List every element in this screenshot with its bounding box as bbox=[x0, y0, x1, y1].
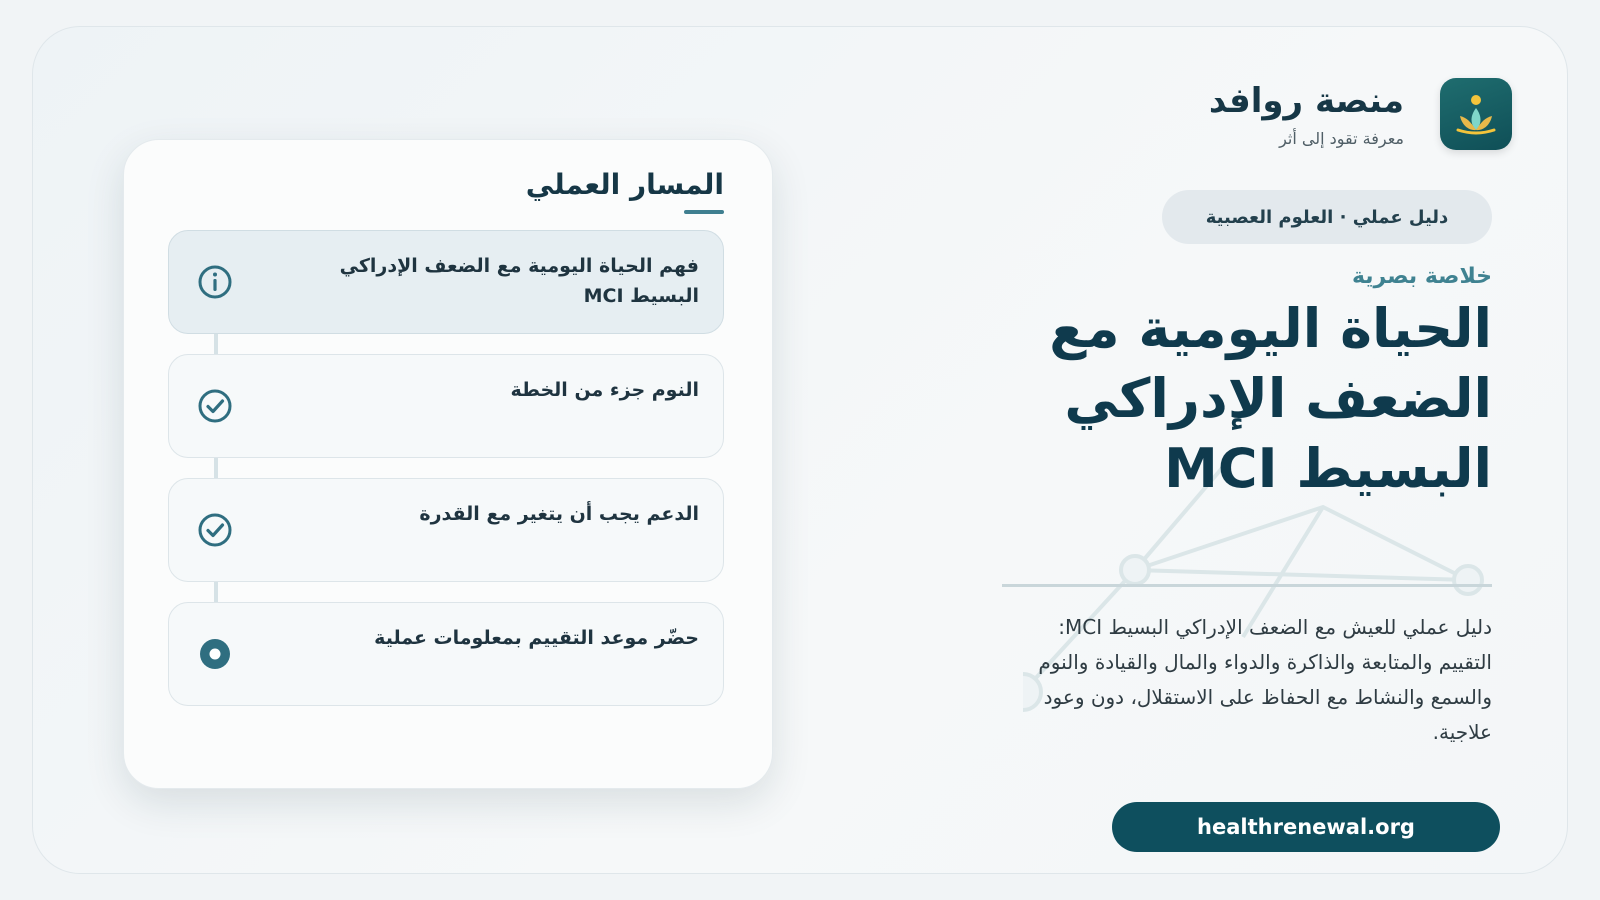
step-connector bbox=[214, 332, 218, 354]
description: دليل عملي للعيش مع الضعف الإدراكي البسيط MCI: التقييم والمتابعة والذاكرة والدواء والمال والقيادة والنوم والسمع والنشاط مع الحفاظ على الاستقلال، دون وعود علاجية. bbox=[1038, 615, 1492, 744]
step-connector bbox=[214, 580, 218, 602]
path-step-label: الدعم يجب أن يتغير مع القدرة bbox=[419, 503, 699, 525]
check-circle-icon bbox=[197, 512, 233, 548]
step-connector bbox=[214, 456, 218, 478]
website-link-button[interactable]: healthrenewal.org bbox=[1112, 802, 1500, 852]
panel-title-underline bbox=[684, 210, 724, 214]
path-step-2[interactable] bbox=[168, 354, 724, 458]
path-step-label: حضّر موعد التقييم بمعلومات عملية bbox=[374, 627, 699, 649]
path-step-4[interactable] bbox=[168, 602, 724, 706]
info-icon bbox=[197, 264, 233, 300]
divider bbox=[1002, 584, 1492, 587]
brand-name: منصة روافد bbox=[1208, 80, 1404, 121]
check-circle-icon bbox=[197, 388, 233, 424]
category-pill: دليل عملي · العلوم العصبية bbox=[1162, 190, 1492, 244]
path-step-3[interactable] bbox=[168, 478, 724, 582]
path-panel bbox=[123, 139, 773, 789]
radio-dot-icon bbox=[197, 636, 233, 672]
path-step-1[interactable] bbox=[168, 230, 724, 334]
kicker-label: خلاصة بصرية bbox=[1351, 264, 1492, 289]
lotus-sun-icon bbox=[1440, 78, 1512, 150]
brand-tagline: معرفة تقود إلى أثر bbox=[1279, 128, 1404, 148]
page-title: الحياة اليومية مع الضعف الإدراكي البسيط MCI bbox=[1049, 297, 1492, 500]
path-step-label: النوم جزء من الخطة bbox=[510, 379, 699, 401]
path-step-label: فهم الحياة اليومية مع الضعف الإدراكي البسيط MCI bbox=[339, 255, 699, 307]
panel-title: المسار العملي bbox=[525, 168, 724, 201]
brand-header bbox=[1209, 78, 1512, 150]
